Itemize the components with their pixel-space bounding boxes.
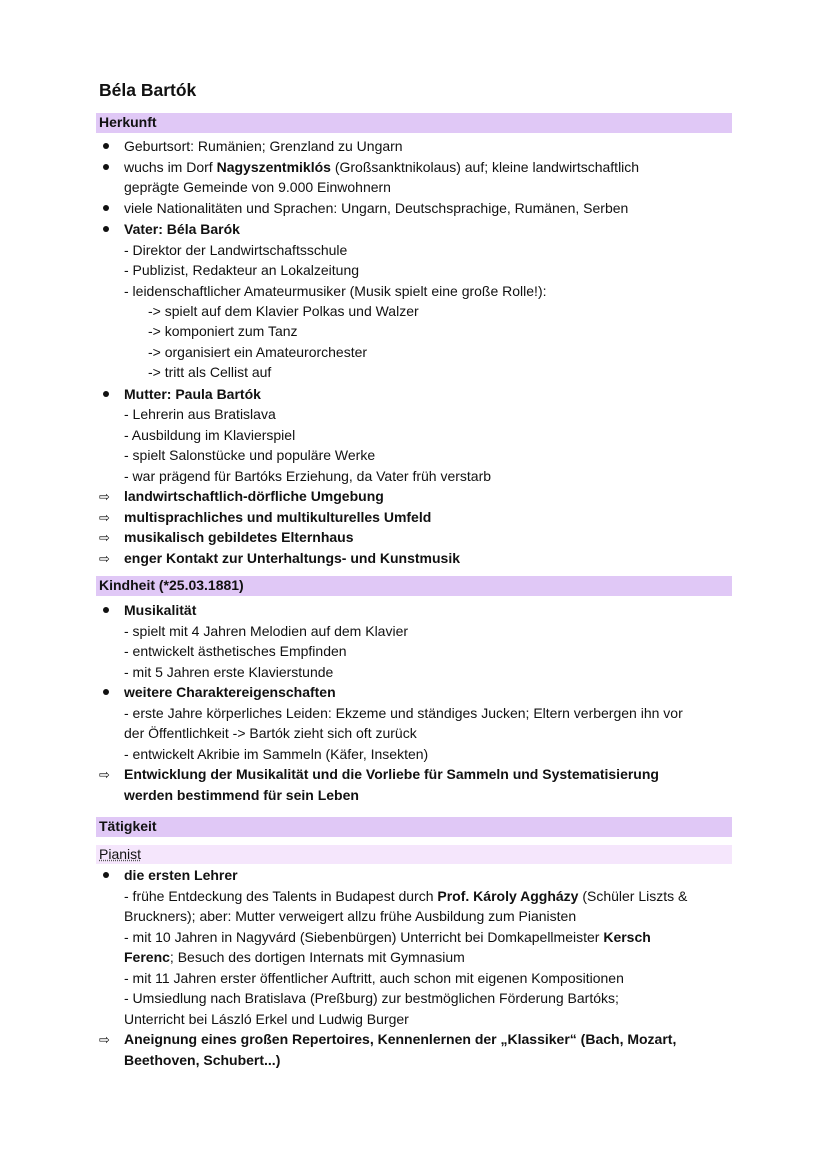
bullet-dot bbox=[103, 607, 109, 613]
section-header-kindheit bbox=[96, 576, 732, 596]
section-title: Kindheit (*25.03.1881) bbox=[99, 577, 244, 593]
arrow-icon: ⇨ bbox=[99, 551, 110, 566]
text-line: - entwickelt ästhetisches Empfinden bbox=[124, 643, 347, 659]
subheading: Musikalität bbox=[124, 602, 197, 618]
text-line: - entwickelt Akribie im Sammeln (Käfer, Insekten) bbox=[124, 746, 429, 762]
section-header-herkunft bbox=[96, 113, 732, 133]
text-line: viele Nationalitäten und Sprachen: Ungarn, Deutschsprachige, Rumänen, Serben bbox=[124, 200, 629, 216]
subsection-title: Pianist bbox=[99, 846, 142, 862]
conclusion-line: multisprachliches und multikulturelles Umfeld bbox=[124, 509, 432, 525]
bullet-dot bbox=[103, 872, 109, 878]
subsection-header-pianist bbox=[96, 845, 732, 864]
text-line: wuchs im Dorf Nagyszentmiklós (Großsanktnikolaus) auf; kleine landwirtschaftlich bbox=[124, 159, 640, 175]
text-line: - Direktor der Landwirtschaftsschule bbox=[124, 242, 348, 258]
section-title: Herkunft bbox=[99, 114, 157, 130]
subheading: die ersten Lehrer bbox=[124, 867, 238, 883]
text-line: - Umsiedlung nach Bratislava (Preßburg) zur bestmöglichen Förderung Bartóks; bbox=[124, 990, 619, 1006]
bullet-dot bbox=[103, 143, 109, 149]
subheading: Mutter: Paula Bartók bbox=[124, 386, 261, 402]
text-line: - frühe Entdeckung des Talents in Budapest durch Prof. Károly Aggházy (Schüler Liszts & bbox=[124, 888, 688, 904]
arrow-icon: ⇨ bbox=[99, 510, 110, 525]
text-line: Bruckners); aber: Mutter verweigert allzu frühe Ausbildung zum Pianisten bbox=[124, 908, 577, 924]
conclusion-line: landwirtschaftlich-dörfliche Umgebung bbox=[124, 488, 384, 504]
conclusion-line: Entwicklung der Musikalität und die Vorliebe für Sammeln und Systematisierung bbox=[124, 766, 659, 782]
text-line: -> organisiert ein Amateurorchester bbox=[148, 344, 368, 360]
bullet-dot bbox=[103, 689, 109, 695]
subheading: weitere Charaktereigenschaften bbox=[124, 684, 336, 700]
text-line: - mit 10 Jahren in Nagyvárd (Siebenbürgen) Unterricht bei Domkapellmeister Kersch bbox=[124, 929, 651, 945]
bullet-dot bbox=[103, 164, 109, 170]
text-line: Geburtsort: Rumänien; Grenzland zu Ungarn bbox=[124, 138, 403, 154]
bullet-dot bbox=[103, 391, 109, 397]
text-line: - Ausbildung im Klavierspiel bbox=[124, 427, 296, 443]
text-line: der Öffentlichkeit -> Bartók zieht sich oft zurück bbox=[124, 725, 417, 741]
conclusion-line: musikalisch gebildetes Elternhaus bbox=[124, 529, 354, 545]
text-line: - mit 11 Jahren erster öffentlicher Auftritt, auch schon mit eigenen Kompositionen bbox=[124, 970, 624, 986]
subheading: Vater: Béla Barók bbox=[124, 221, 240, 237]
text-line: - war prägend für Bartóks Erziehung, da Vater früh verstarb bbox=[124, 468, 492, 484]
conclusion-line: werden bestimmend für sein Leben bbox=[124, 787, 359, 803]
conclusion-line: Beethoven, Schubert...) bbox=[124, 1052, 281, 1068]
text-line: - spielt mit 4 Jahren Melodien auf dem Klavier bbox=[124, 623, 409, 639]
text-line: -> komponiert zum Tanz bbox=[148, 323, 298, 339]
text-line: -> spielt auf dem Klavier Polkas und Walzer bbox=[148, 303, 419, 319]
arrow-icon: ⇨ bbox=[99, 767, 110, 782]
text-line: Ferenc; Besuch des dortigen Internats mit Gymnasium bbox=[124, 949, 465, 965]
arrow-icon: ⇨ bbox=[99, 530, 110, 545]
text-line: - erste Jahre körperliches Leiden: Ekzeme und ständiges Jucken; Eltern verbergen ihn vor bbox=[124, 705, 683, 721]
section-title: Tätigkeit bbox=[99, 818, 157, 834]
arrow-icon: ⇨ bbox=[99, 489, 110, 504]
text-line: -> tritt als Cellist auf bbox=[148, 364, 272, 380]
conclusion-line: Aneignung eines großen Repertoires, Kennenlernen der „Klassiker“ (Bach, Mozart, bbox=[124, 1031, 677, 1047]
bullet-dot bbox=[103, 226, 109, 232]
text-line: - Publizist, Redakteur an Lokalzeitung bbox=[124, 262, 360, 278]
page-title: Béla Bartók bbox=[99, 80, 197, 100]
arrow-icon: ⇨ bbox=[99, 1032, 110, 1047]
text-line: geprägte Gemeinde von 9.000 Einwohnern bbox=[124, 179, 391, 195]
bullet-dot bbox=[103, 205, 109, 211]
text-line: - spielt Salonstücke und populäre Werke bbox=[124, 447, 376, 463]
text-line: - Lehrerin aus Bratislava bbox=[124, 406, 276, 422]
text-line: - mit 5 Jahren erste Klavierstunde bbox=[124, 664, 334, 680]
text-line: - leidenschaftlicher Amateurmusiker (Musik spielt eine große Rolle!): bbox=[124, 283, 547, 299]
section-header-taetigkeit bbox=[96, 817, 732, 837]
conclusion-line: enger Kontakt zur Unterhaltungs- und Kunstmusik bbox=[124, 550, 461, 566]
text-line: Unterricht bei László Erkel und Ludwig Burger bbox=[124, 1011, 409, 1027]
